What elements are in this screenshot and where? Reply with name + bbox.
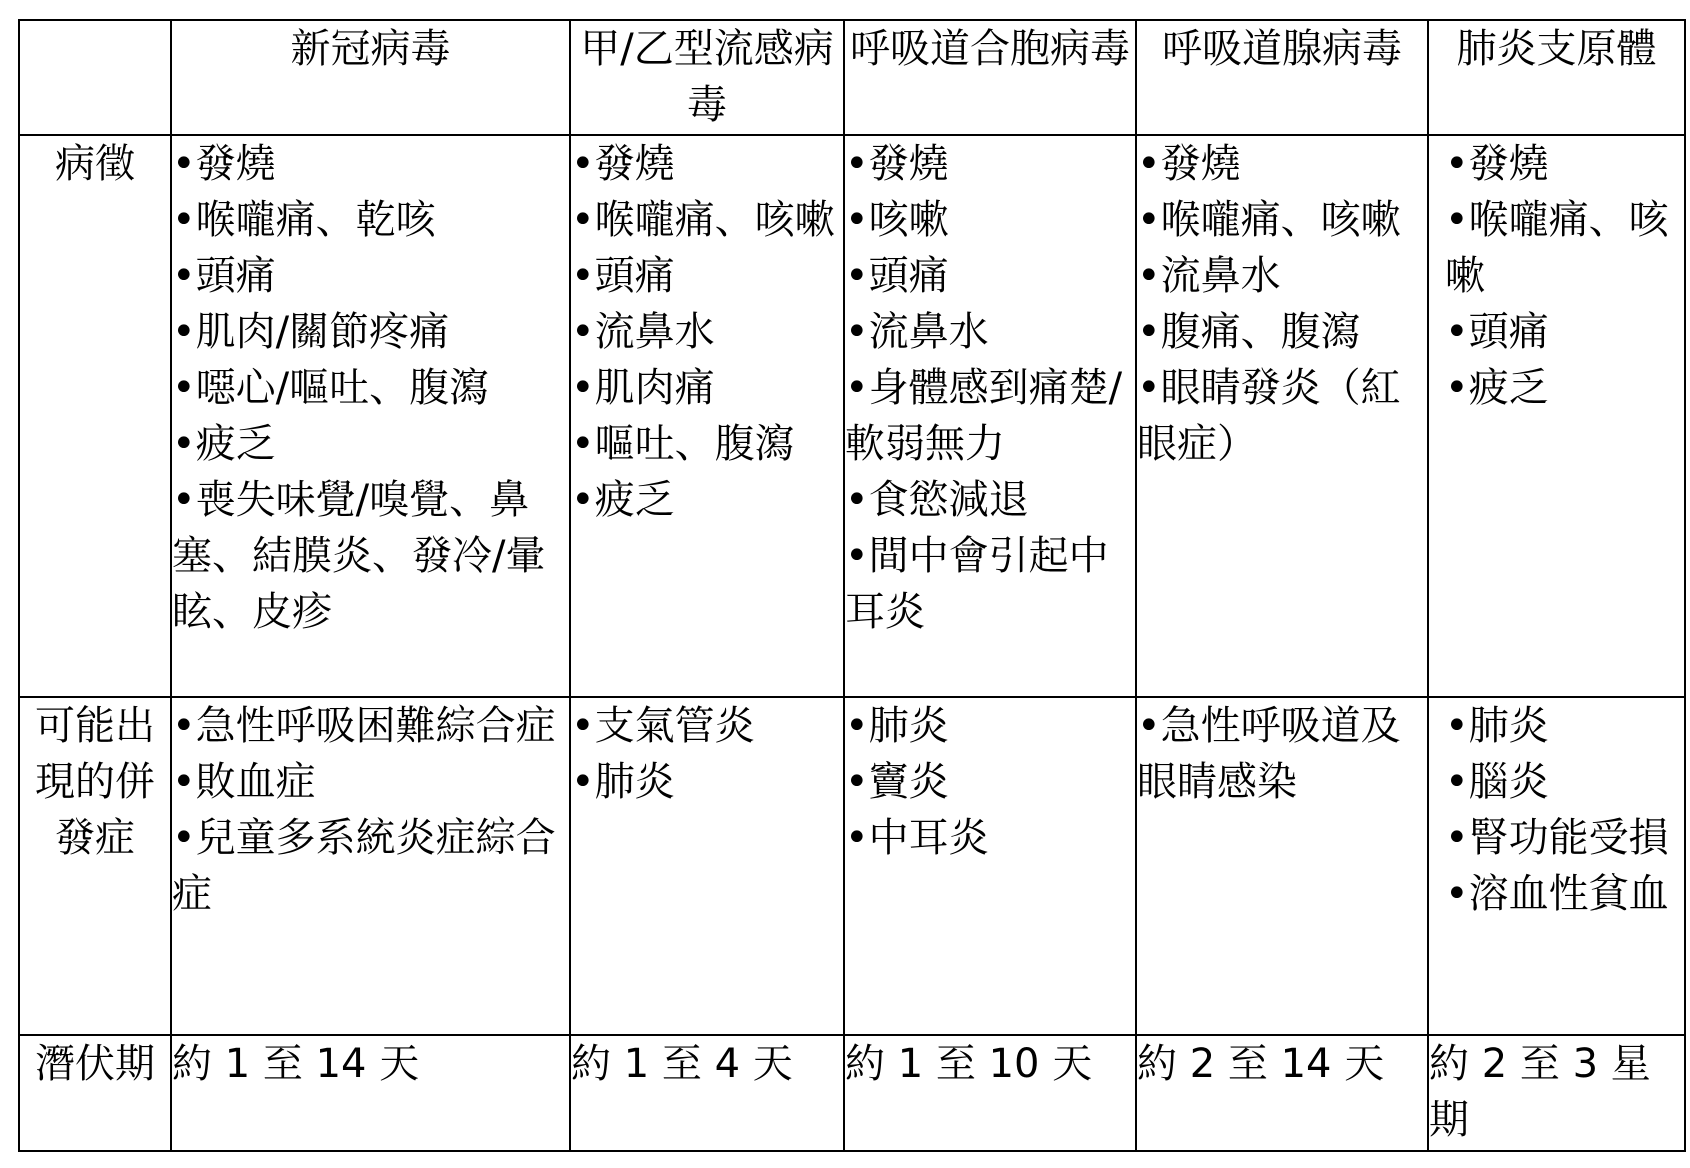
complications-cell-mycoplasma <box>1428 697 1685 1035</box>
list-item: • 嘔吐、腹瀉 <box>571 416 843 472</box>
list-item: • 竇炎 <box>845 754 1135 810</box>
column-header-rsv: 呼吸道合胞病毒 <box>844 20 1136 135</box>
list-item: • 喉嚨痛、咳嗽 <box>1445 192 1684 304</box>
list-item: • 流鼻水 <box>845 304 1135 360</box>
list-item: • 流鼻水 <box>571 304 843 360</box>
list-item: • 疲乏 <box>1445 360 1684 416</box>
list-item: • 腦炎 <box>1445 754 1684 810</box>
incubation-cell-mycoplasma: 約 2 至 3 星期 <box>1428 1035 1685 1151</box>
list-item: • 急性呼吸困難綜合症 <box>172 698 569 754</box>
list-item: • 頭痛 <box>1445 304 1684 360</box>
incubation-cell-covid: 約 1 至 14 天 <box>171 1035 570 1151</box>
list-item: • 喉嚨痛、咳嗽 <box>571 192 843 248</box>
row-label-incubation: 潛伏期 <box>19 1035 171 1151</box>
symptoms-cell-covid <box>171 135 570 697</box>
incubation-cell-rsv: 約 1 至 10 天 <box>844 1035 1136 1151</box>
list-item: • 急性呼吸道及眼睛感染 <box>1137 698 1427 810</box>
symptoms-cell-adenovirus <box>1136 135 1428 697</box>
symptoms-row <box>19 135 1685 697</box>
symptoms-cell-influenza <box>570 135 844 697</box>
incubation-cell-influenza: 約 1 至 4 天 <box>570 1035 844 1151</box>
list-item: • 溶血性貧血 <box>1445 866 1684 922</box>
list-item: • 噁心/嘔吐、腹瀉 <box>172 360 569 416</box>
symptoms-cell-rsv <box>844 135 1136 697</box>
column-header-covid: 新冠病毒 <box>171 20 570 135</box>
list-item: • 肌肉/關節疼痛 <box>172 304 569 360</box>
row-label-symptoms: 病徵 <box>19 135 171 697</box>
complications-row <box>19 697 1685 1035</box>
incubation-cell-adenovirus: 約 2 至 14 天 <box>1136 1035 1428 1151</box>
column-header-adenovirus: 呼吸道腺病毒 <box>1136 20 1428 135</box>
complications-cell-covid <box>171 697 570 1035</box>
list-item: • 疲乏 <box>571 472 843 528</box>
header-row <box>19 20 1685 135</box>
list-item: • 喪失味覺/嗅覺、鼻塞、結膜炎、發冷/暈眩、皮疹 <box>172 472 569 640</box>
list-item: • 發燒 <box>571 136 843 192</box>
list-item: • 頭痛 <box>172 248 569 304</box>
list-item: • 發燒 <box>172 136 569 192</box>
list-item: • 肺炎 <box>845 698 1135 754</box>
list-item: • 肺炎 <box>571 754 843 810</box>
list-item: • 支氣管炎 <box>571 698 843 754</box>
complications-cell-adenovirus <box>1136 697 1428 1035</box>
list-item: • 肌肉痛 <box>571 360 843 416</box>
list-item: • 肺炎 <box>1445 698 1684 754</box>
list-item: • 疲乏 <box>172 416 569 472</box>
virus-comparison-table <box>18 19 1686 1152</box>
list-item: • 兒童多系統炎症綜合症 <box>172 810 569 922</box>
column-header-influenza: 甲/乙型流感病毒 <box>570 20 844 135</box>
list-item: • 發燒 <box>1137 136 1427 192</box>
list-item: • 咳嗽 <box>845 192 1135 248</box>
list-item: • 食慾減退 <box>845 472 1135 528</box>
corner-cell <box>19 20 171 135</box>
list-item: • 中耳炎 <box>845 810 1135 866</box>
list-item: • 頭痛 <box>845 248 1135 304</box>
list-item: • 眼睛發炎（紅眼症） <box>1137 360 1427 472</box>
list-item: • 身體感到痛楚/軟弱無力 <box>845 360 1135 472</box>
list-item: • 間中會引起中耳炎 <box>845 528 1135 640</box>
column-header-mycoplasma: 肺炎支原體 <box>1428 20 1685 135</box>
list-item: • 喉嚨痛、咳嗽 <box>1137 192 1427 248</box>
list-item: • 喉嚨痛、乾咳 <box>172 192 569 248</box>
complications-cell-rsv <box>844 697 1136 1035</box>
row-label-complications: 可能出現的併發症 <box>19 697 171 1035</box>
list-item: • 發燒 <box>845 136 1135 192</box>
symptoms-cell-mycoplasma <box>1428 135 1685 697</box>
list-item: • 敗血症 <box>172 754 569 810</box>
incubation-row <box>19 1035 1685 1151</box>
list-item: • 流鼻水 <box>1137 248 1427 304</box>
list-item: • 腹痛、腹瀉 <box>1137 304 1427 360</box>
list-item: • 腎功能受損 <box>1445 810 1684 866</box>
list-item: • 發燒 <box>1445 136 1684 192</box>
complications-cell-influenza <box>570 697 844 1035</box>
list-item: • 頭痛 <box>571 248 843 304</box>
